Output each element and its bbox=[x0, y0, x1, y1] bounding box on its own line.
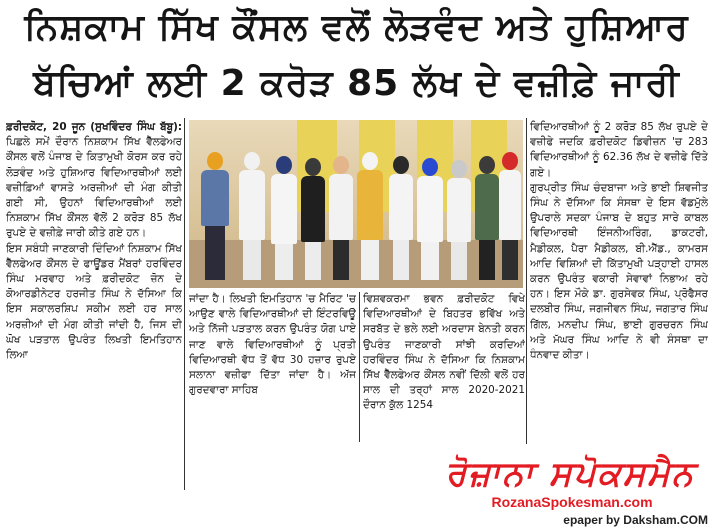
article-column-middle-1 bbox=[189, 292, 356, 442]
article-paragraph: ਵਿਦਿਆਰਥੀਆਂ ਨੂੰ 2 ਕਰੋੜ 85 ਲੱਖ ਰੁਪਏ ਦੇ ਵਜ਼ੀਫੇ ਜਦਕਿ ਫ਼ਰੀਦਕੋਟ ਡਿਵੀਜ਼ਨ 'ਚ 283 ਵਿਦਿਆਰਥੀਆਂ ਨੂੰ 62.36 ਲੱਖ ਦੇ ਵਜ਼ੀਫੇ ਦਿੱਤੇ ਗਏ। bbox=[530, 121, 708, 179]
column-divider bbox=[184, 118, 185, 490]
column-divider bbox=[359, 292, 360, 442]
article-paragraph: ਜਾਂਦਾ ਹੈ। ਲਿਖਤੀ ਇਮਤਿਹਾਨ 'ਚ ਮੈਰਿਟ 'ਚ ਆਉਣ ਵਾਲੇ ਵਿਦਿਆਰਥੀਆਂ ਦੀ ਇੰਟਰਵਿਊ ਅਤੇ ਨਿੱਜੀ ਪੜਤਾਲ ਕਰਨ ਉਪਰੰਤ ਯੋਗ ਪਾਏ ਜਾਣ ਵਾਲੇ ਵਿਦਿਆਰਥੀਆਂ ਨੂੰ ਪ੍ਰਤੀ ਵਿਦਿਆਰਥੀ ਵੱਧ ਤੋਂ ਵੱਧ 30 ਹਜ਼ਾਰ ਰੁਪਏ ਸਲਾਨਾ ਵਜ਼ੀਫਾ ਦਿੱਤਾ ਜਾਂਦਾ ਹੈ। ਅੱਜ ਗੁਰਦਵਾਰਾ ਸਾਹਿਬ bbox=[189, 293, 356, 397]
headline-line-1: ਨਿਸ਼ਕਾਮ ਸਿੱਖ ਕੌਂਸਲ ਵਲੋਂ ਲੋੜਵੰਦ ਅਤੇ ਹੁਸ਼ਿਆਰ bbox=[24, 7, 689, 48]
article-column-left bbox=[6, 120, 182, 480]
article-column-middle-2 bbox=[363, 292, 525, 442]
headline-line-2: ਬੱਚਿਆਂ ਲਈ 2 ਕਰੋੜ 85 ਲੱਖ ਦੇ ਵਜ਼ੀਫ਼ੇ ਜਾਰੀ bbox=[33, 63, 680, 104]
article-column-right bbox=[530, 120, 708, 438]
newspaper-logo: ਰੋਜ਼ਾਨਾ ਸਪੋਕਸਮੈਨ bbox=[445, 454, 695, 494]
epaper-credit: epaper by Daksham.COM bbox=[563, 513, 708, 527]
dateline: ਫ਼ਰੀਦਕੋਟ, 20 ਜੂਨ (ਸੁਖਵਿੰਦਰ ਸਿੰਘ ਬੱਬੂ): bbox=[6, 121, 182, 133]
website-url: RozanaSpokesman.com bbox=[491, 494, 653, 510]
article-paragraph: ਪਿਛਲੇ ਸਮੇਂ ਦੌਰਾਨ ਨਿਸ਼ਕਾਮ ਸਿੱਖ ਵੈੱਲਫੇਅਰ ਕੌਂਸਲ ਵਲੋਂ ਪੰਜਾਬ ਦੇ ਕਿਤਾਮੁਖੀ ਕੋਰਸ ਕਰ ਰਹੇ ਲੋੜਵੰਦ ਅਤੇ ਹੁਸ਼ਿਆਰ ਵਿਦਿਆਰਥੀਆਂ ਲਈ ਵਜ਼ੀਫ਼ਿਆਂ ਵਾਸਤੇ ਅਰਜ਼ੀਆਂ ਦੀ ਮੰਗ ਕੀਤੀ ਗਈ ਸੀ, ਉਹਨਾਂ ਵਿਦਿਆਰਥੀਆਂ ਲਈ ਨਿਸ਼ਕਾਮ ਸਿੱਖ ਕੌਂਸਲ ਵੱਲੋਂ 2 ਕਰੋੜ 85 ਲੱਖ ਰੁਪਏ ਦੇ ਵਜ਼ੀਫ਼ੇ ਜਾਰੀ ਕੀਤੇ ਗਏ ਹਨ। bbox=[6, 136, 182, 240]
column-divider bbox=[526, 118, 527, 444]
article-paragraph: ਵਿਸ਼ਵਕਰਮਾ ਭਵਨ ਫ਼ਰੀਦਕੋਟ ਵਿਖੇ ਵਿਦਿਆਰਥੀਆਂ ਦੇ ਬਿਹਤਰ ਭਵਿੱਖ ਅਤੇ ਸਰਬੱਤ ਦੇ ਭਲੇ ਲਈ ਅਰਦਾਸ ਬੇਨਤੀ ਕਰਨ ਉਪਰੰਤ ਜਾਣਕਾਰੀ ਸਾਂਝੀ ਕਰਦਿਆਂ ਹਰਵਿੰਦਰ ਸਿੰਘ ਨੇ ਦੱਸਿਆ ਕਿ ਨਿਸ਼ਕਾਮ ਸਿੱਖ ਵੈੱਲਫੇਅਰ ਕੌਂਸਲ ਨਵੀਂ ਦਿੱਲੀ ਵਲੋਂ ਹਰ ਸਾਲ ਦੀ ਤਰ੍ਹਾਂ ਸਾਲ 2020-2021 ਦੌਰਾਨ ਕੁੱਲ 1254 bbox=[363, 293, 525, 412]
article-paragraph: ਇਸ ਸਬੰਧੀ ਜਾਣਕਾਰੀ ਦਿੰਦਿਆਂ ਨਿਸ਼ਕਾਮ ਸਿੱਖ ਵੈੱਲਫੇਅਰ ਕੌਂਸਲ ਦੇ ਫਾਊਂਡਰ ਮੈਂਬਰਾਂ ਹਰਵਿੰਦਰ ਸਿੰਘ ਮਰਵਾਹ ਅਤੇ ਫ਼ਰੀਦਕੋਟ ਜ਼ੋਨ ਦੇ ਕੋਆਰਡੀਨੇਟਰ ਹਰਜੀਤ ਸਿੰਘ ਨੇ ਦੱਸਿਆ ਕਿ ਇਸ ਸਕਾਲਰਸ਼ਿਪ ਸਕੀਮ ਲਈ ਹਰ ਸਾਲ ਅਰਜ਼ੀਆਂ ਦੀ ਮੰਗ ਕੀਤੀ ਜਾਂਦੀ ਹੈ, ਜਿਸ ਦੀ ਘੋਖ ਪੜਤਾਲ ਉਪਰੰਤ ਲਿਖਤੀ ਇਮਤਿਹਾਨ ਲਿਆ bbox=[6, 242, 182, 362]
group-photo bbox=[189, 120, 523, 288]
article-paragraph: ਗੁਰਪ੍ਰੀਤ ਸਿੰਘ ਚੰਦਬਾਜਾ ਅਤੇ ਭਾਈ ਸ਼ਿਵਜੀਤ ਸਿੰਘ ਨੇ ਦੱਸਿਆ ਕਿ ਸੰਸਥਾ ਦੇ ਇਸ ਵੱਡਮੁੱਲੇ ਉਪਰਾਲੇ ਸਦਕਾ ਪੰਜਾਬ ਦੇ ਬਹੁਤ ਸਾਰੇ ਕਾਬਲ ਵਿਦਿਆਰਥੀ ਇੰਜਨੀਅਰਿੰਗ, ਡਾਕਟਰੀ, ਮੈਡੀਕਲ, ਪੈਰਾ ਮੈਡੀਕਲ, ਬੀ.ਐੱਡ., ਕਾਮਰਸ ਆਦਿ ਵਿਸ਼ਿਆਂ ਦੀ ਕਿੱਤਾਮੁਖੀ ਪੜ੍ਹਾਈ ਹਾਸਲ ਕਰਨ ਉਪਰੰਤ ਵਕਾਰੀ ਸੇਵਾਵਾਂ ਨਿਭਾਅ ਰਹੇ ਹਨ। ਇਸ ਮੌਕੇ ਡਾ. ਗੁਰਸੇਵਕ ਸਿੰਘ, ਪ੍ਰੋਫੈਸਰ ਦਲਬੀਰ ਸਿੰਘ, ਜਗਜੀਵਨ ਸਿੰਘ, ਜਗਤਾਰ ਸਿੰਘ ਗਿੱਲ, ਮਨਦੀਪ ਸਿੰਘ, ਭਾਈ ਗੁਰਚਰਨ ਸਿੰਘ ਅਤੇ ਮੱਘਰ ਸਿੰਘ ਆਦਿ ਨੇ ਵੀ ਸੰਸਥਾ ਦਾ ਧੰਨਵਾਦ ਕੀਤਾ। bbox=[530, 181, 708, 362]
